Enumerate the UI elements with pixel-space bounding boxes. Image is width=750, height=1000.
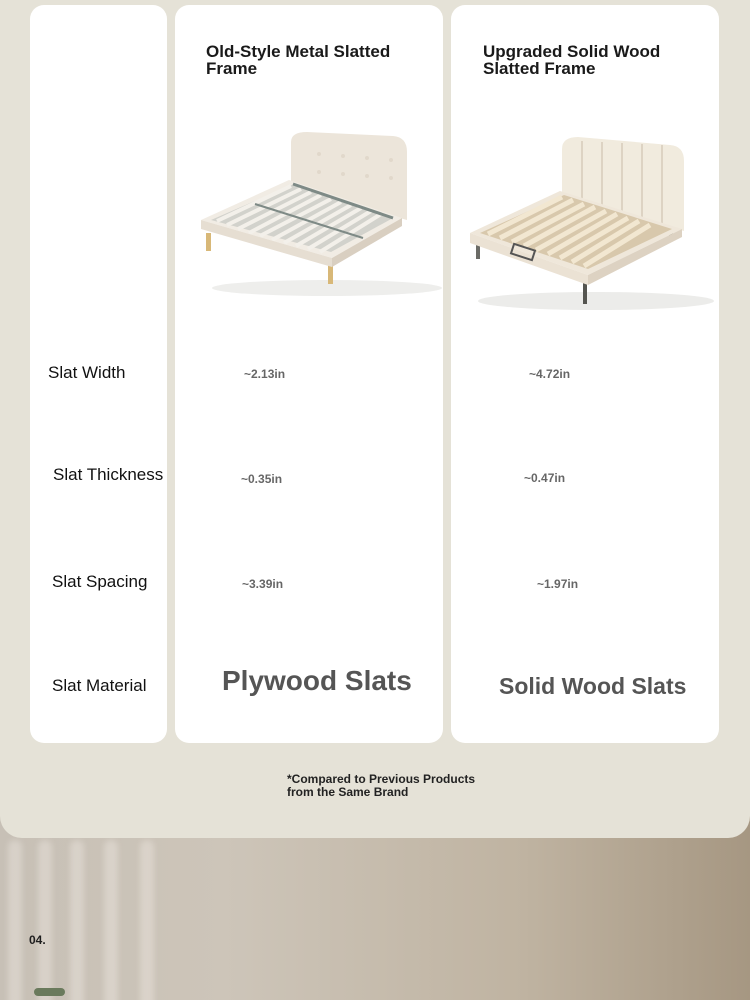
new-slat-spacing-value: ~1.97in xyxy=(537,577,579,591)
row-label-slat-material: Slat Material xyxy=(52,676,147,695)
slide-indicator[interactable] xyxy=(34,988,65,996)
old-frame-bed-image xyxy=(197,128,442,298)
row-labels-card xyxy=(30,5,167,743)
new-frame-column xyxy=(451,5,719,743)
new-slat-width-value: ~4.72in xyxy=(529,367,571,381)
new-slat-material-value: Solid Wood Slats xyxy=(499,673,687,699)
new-frame-title: Upgraded Solid Wood Slatted Frame xyxy=(483,42,661,78)
old-slat-thickness-value: ~0.35in xyxy=(241,472,283,486)
old-slat-spacing-value: ~3.39in xyxy=(242,577,284,591)
old-frame-column xyxy=(175,5,443,743)
new-frame-bed-image xyxy=(466,133,719,313)
page-number: 04. xyxy=(29,933,46,947)
old-frame-title: Old-Style Metal Slatted Frame xyxy=(206,42,391,78)
comparison-footnote: *Compared to Previous Products from the Same Brand xyxy=(287,772,476,799)
row-label-slat-width: Slat Width xyxy=(48,363,126,382)
row-label-slat-thickness: Slat Thickness xyxy=(53,465,164,484)
old-slat-material-value: Plywood Slats xyxy=(222,665,412,696)
old-slat-width-value: ~2.13in xyxy=(244,367,286,381)
row-label-slat-spacing: Slat Spacing xyxy=(52,572,148,591)
new-slat-thickness-value: ~0.47in xyxy=(524,471,566,485)
